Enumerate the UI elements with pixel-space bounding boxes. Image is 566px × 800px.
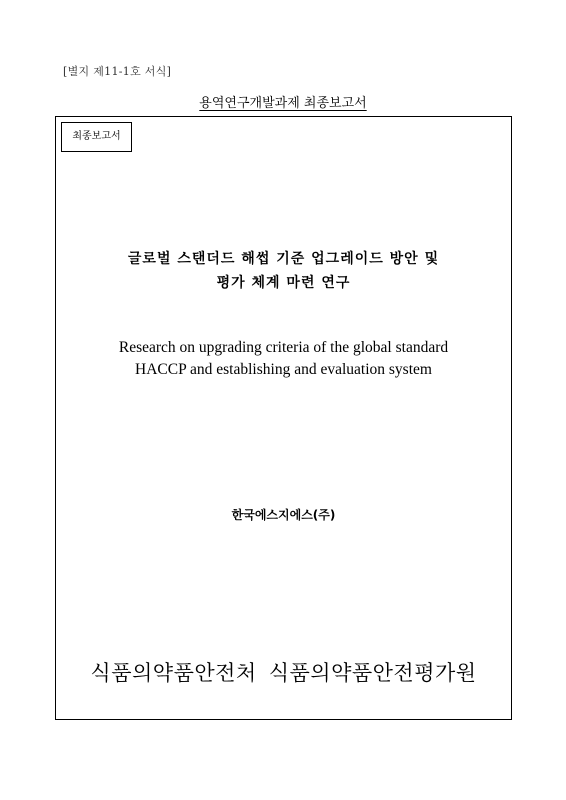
final-report-tag: 최종보고서 <box>61 122 132 152</box>
agency-mfds: 식품의약품안전처 <box>90 661 257 685</box>
english-title <box>56 337 511 381</box>
company-name: 한국에스지에스(주) <box>231 508 336 522</box>
report-header <box>0 92 566 111</box>
english-title-line-2: HACCP and establishing and evaluation system <box>135 361 432 378</box>
english-title-line-1: Research on upgrading criteria of the global standard <box>118 339 449 356</box>
report-header-text: 용역연구개발과제 최종보고서 <box>199 96 367 111</box>
cover-frame <box>55 116 512 720</box>
korean-title-line-2: 평가 체계 마련 연구 <box>216 275 351 291</box>
korean-title <box>56 247 511 295</box>
agencies <box>56 657 511 687</box>
korean-title-line-1: 글로벌 스탠더드 해썹 기준 업그레이드 방안 및 <box>127 251 440 267</box>
agency-nifds: 식품의약품안전평가원 <box>268 661 477 685</box>
form-number: [별지 제11-1호 서식] <box>63 65 172 78</box>
